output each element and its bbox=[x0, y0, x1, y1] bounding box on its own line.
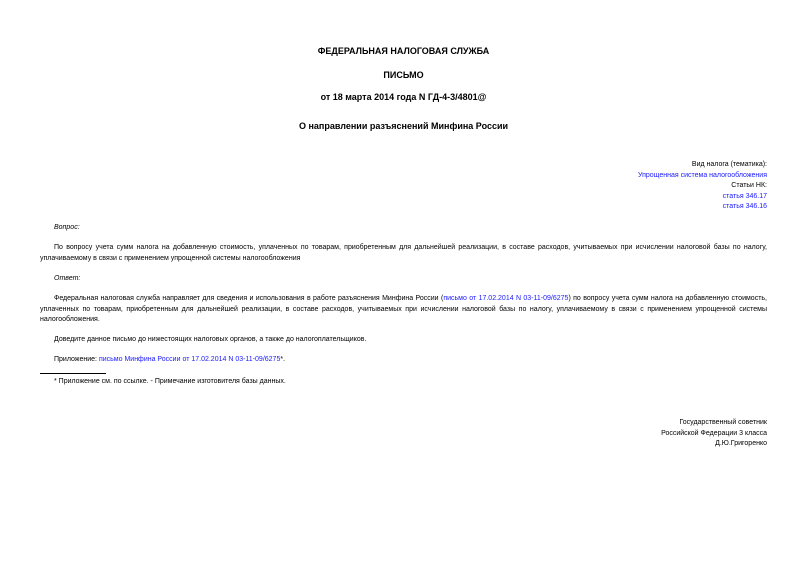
appendix-suffix: *. bbox=[280, 356, 286, 363]
article-346-16-link[interactable]: статья 346.16 bbox=[722, 203, 767, 210]
minfin-letter-link[interactable]: письмо от 17.02.2014 N 03-11-09/6275 bbox=[443, 295, 569, 302]
answer-text-after: ) по вопросу учета сумм налога на добавленную стоимость, уплаченных по товарам, приобретенным для дальнейшей реализации, в составе расходов, учитываемых при исчислении налоговой базы по налогу, уплачиваемому в связи с применением упрощенной системы налогообложения. bbox=[40, 295, 767, 323]
question-text: По вопросу учета сумм налога на добавленную стоимость, уплаченных по товарам, приобретенным для дальнейшей реализации, в составе расходов, учитываемых при исчислении налоговой базы по налогу, уплачиваемому в связи с применением упрощенной системы налогообложения bbox=[40, 244, 767, 262]
signature-name: Д.Ю.Григоренко bbox=[715, 440, 767, 447]
agency-title: ФЕДЕРАЛЬНАЯ НАЛОГОВАЯ СЛУЖБА bbox=[317, 46, 490, 56]
footnote-text: * Приложение см. по ссылке. - Примечание изготовителя базы данных. bbox=[54, 378, 286, 385]
document-date-number: от 18 марта 2014 года N ГД-4-3/4801@ bbox=[320, 92, 487, 102]
answer-paragraph bbox=[40, 294, 767, 326]
signature-block bbox=[661, 418, 767, 450]
signature-title-line-1: Государственный советник bbox=[679, 419, 767, 426]
appendix-link[interactable]: письмо Минфина России от 17.02.2014 N 03-11-09/6275 bbox=[98, 356, 281, 363]
bring-to-attention-text: Доведите данное письмо до нижестоящих налоговых органов, а также до налогоплательщиков. bbox=[54, 336, 367, 343]
question-label: Вопрос: bbox=[54, 224, 80, 231]
document-type: ПИСЬМО bbox=[383, 70, 424, 80]
articles-label: Статьи НК: bbox=[731, 182, 767, 189]
answer-text-before: Федеральная налоговая служба направляет для сведения и использования в работе разъяснения Минфина России ( bbox=[54, 295, 444, 302]
signature-title-line-2: Российской Федерации 3 класса bbox=[661, 429, 767, 437]
document-subject: О направлении разъяснений Минфина России bbox=[298, 121, 509, 131]
appendix-label: Приложение: bbox=[54, 356, 99, 363]
classification-block bbox=[638, 160, 767, 213]
article-346-17-link[interactable]: статья 346.17 bbox=[722, 192, 767, 200]
footnote-divider bbox=[40, 373, 106, 374]
appendix-paragraph bbox=[40, 355, 767, 366]
tax-type-link[interactable]: Упрощенная система налогообложения bbox=[637, 171, 767, 179]
tax-type-label: Вид налога (тематика): bbox=[691, 161, 767, 168]
answer-label: Ответ: bbox=[54, 275, 81, 282]
